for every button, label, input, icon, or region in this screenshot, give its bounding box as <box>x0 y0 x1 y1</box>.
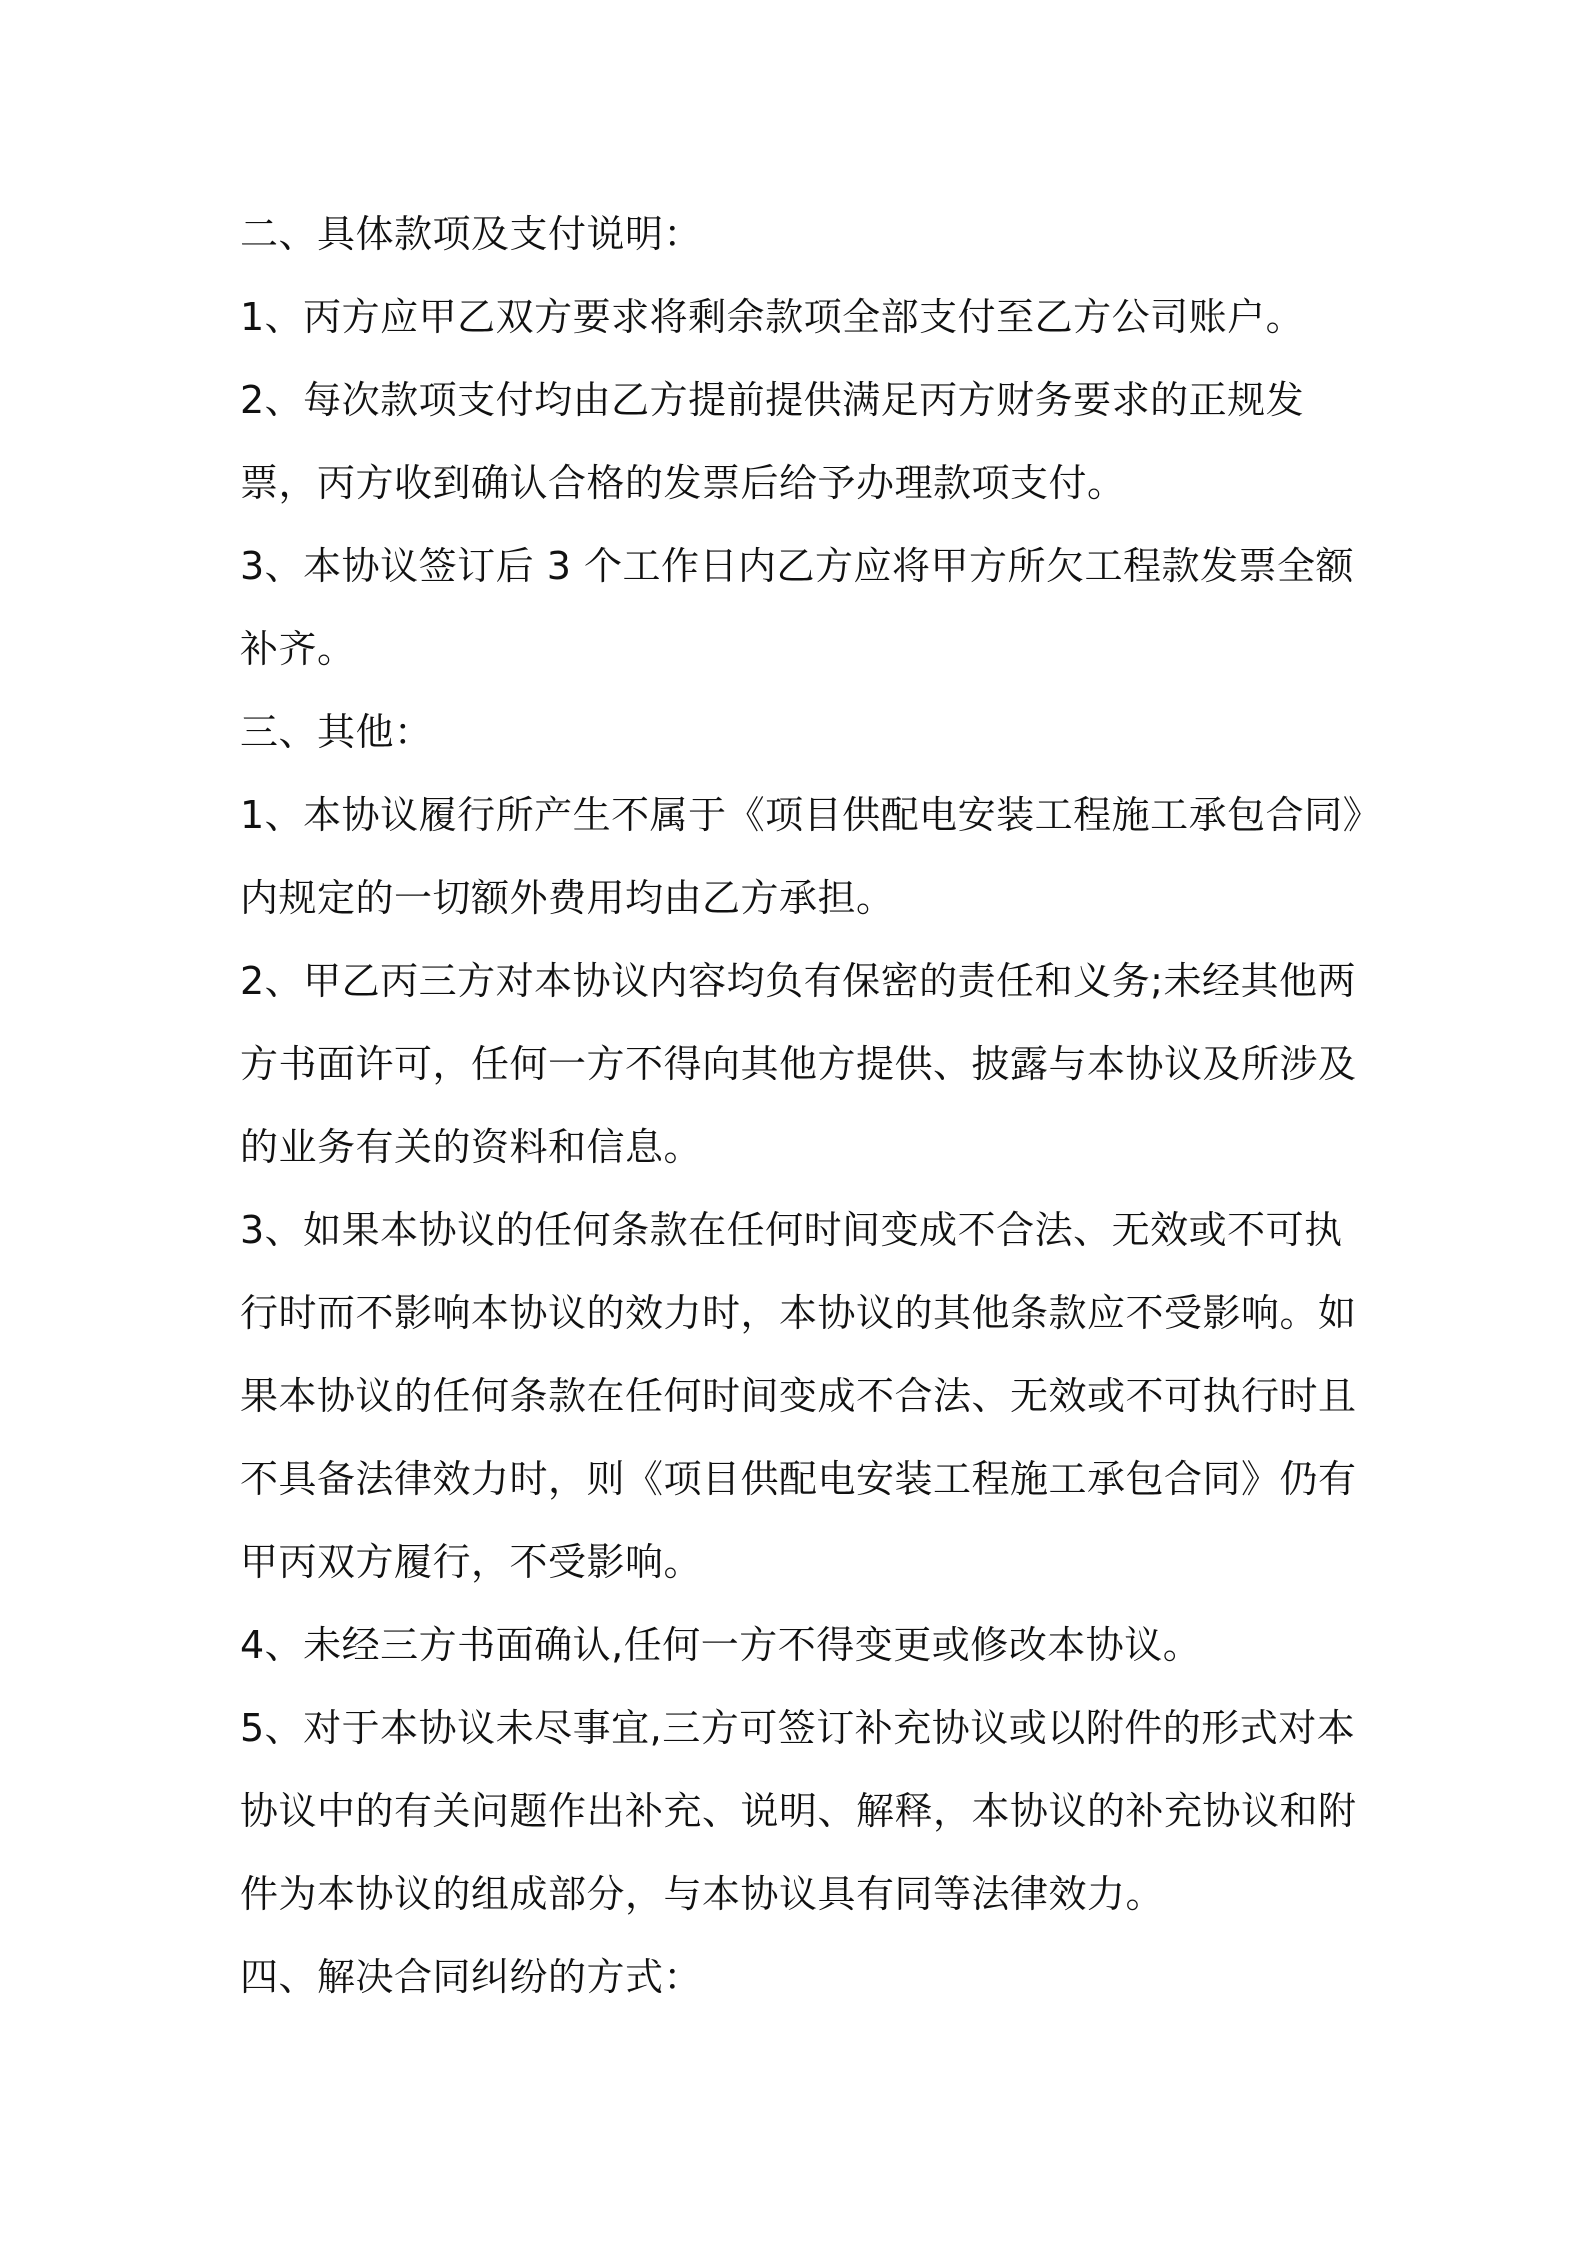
clause-payment-1: 1、丙方应甲乙双方要求将剩余款项全部支付至乙方公司账户。 <box>240 295 1305 339</box>
clause-other-3: 3、如果本协议的任何条款在任何时间变成不合法、无效或不可执行时而不影响本协议的效力时，本协议的其他条款应不受影响。如果本协议的任何条款在任何时间变成不合法、无效或不可执行时且不具备法律效力时，则《项目供配电安装工程施工承包合同》仍有甲丙双方履行，不受影响。 <box>240 1208 1357 1584</box>
section-heading-disputes: 四、解决合同纠纷的方式： <box>240 1955 703 1999</box>
clause-payment-3: 3、本协议签订后 3 个工作日内乙方应将甲方所欠工程款发票全额补齐。 <box>240 544 1355 671</box>
clause-other-5: 5、对于本协议未尽事宜,三方可签订补充协议或以附件的形式对本协议中的有关问题作出补充、说明、解释，本协议的补充协议和附件为本协议的组成部分，与本协议具有同等法律效力。 <box>240 1706 1357 1916</box>
clause-payment-2: 2、每次款项支付均由乙方提前提供满足丙方财务要求的正规发票，丙方收到确认合格的发票后给予办理款项支付。 <box>240 378 1305 505</box>
clause-other-4: 4、未经三方书面确认,任何一方不得变更或修改本协议。 <box>240 1623 1202 1667</box>
section-heading-payment: 二、具体款项及支付说明： <box>240 212 703 256</box>
document-body <box>240 193 1365 2019</box>
clause-other-2: 2、甲乙丙三方对本协议内容均负有保密的责任和义务;未经其他两方书面许可，任何一方不得向其他方提供、披露与本协议及所涉及的业务有关的资料和信息。 <box>240 959 1357 1169</box>
section-heading-other: 三、其他： <box>240 710 433 754</box>
clause-other-1: 1、本协议履行所产生不属于《项目供配电安装工程施工承包合同》内规定的一切额外费用均由乙方承担。 <box>240 793 1363 920</box>
